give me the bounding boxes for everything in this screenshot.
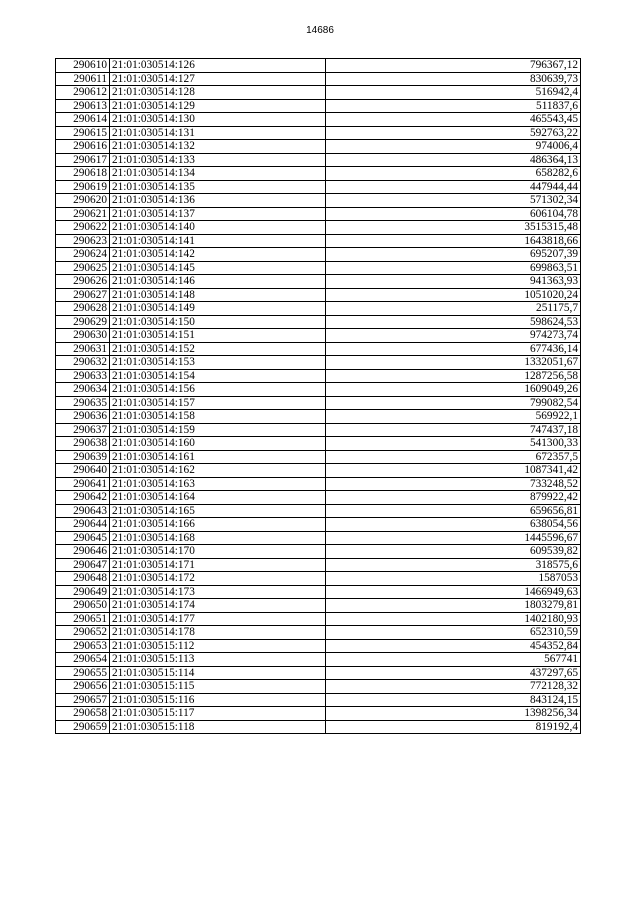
cadastral-number-cell: 21:01:030514:128: [110, 86, 326, 100]
cadastral-number-cell: 21:01:030514:152: [110, 342, 326, 356]
row-number-cell: 290647: [56, 558, 110, 572]
value-cell: 974273,74: [326, 329, 581, 343]
cadastral-number-cell: 21:01:030514:159: [110, 423, 326, 437]
row-number-cell: 290611: [56, 72, 110, 86]
cadastral-number-cell: 21:01:030514:149: [110, 302, 326, 316]
cadastral-number-cell: 21:01:030514:156: [110, 383, 326, 397]
row-number-cell: 290640: [56, 464, 110, 478]
cadastral-number-cell: 21:01:030514:165: [110, 504, 326, 518]
table-row: [56, 531, 581, 545]
row-number-cell: 290638: [56, 437, 110, 451]
value-cell: 830639,73: [326, 72, 581, 86]
value-cell: 318575,6: [326, 558, 581, 572]
table-row: [56, 288, 581, 302]
value-cell: 1466949,63: [326, 585, 581, 599]
table-row: [56, 302, 581, 316]
value-cell: 672357,5: [326, 450, 581, 464]
row-number-cell: 290635: [56, 396, 110, 410]
value-cell: 695207,39: [326, 248, 581, 262]
table-row: [56, 180, 581, 194]
row-number-cell: 290642: [56, 491, 110, 505]
cadastral-number-cell: 21:01:030514:140: [110, 221, 326, 235]
table-row: [56, 396, 581, 410]
table-row: [56, 113, 581, 127]
row-number-cell: 290630: [56, 329, 110, 343]
table-row: [56, 126, 581, 140]
table-row: [56, 693, 581, 707]
cadastral-number-cell: 21:01:030514:148: [110, 288, 326, 302]
cadastral-number-cell: 21:01:030515:116: [110, 693, 326, 707]
registry-table-body: [56, 59, 581, 734]
row-number-cell: 290628: [56, 302, 110, 316]
value-cell: 251175,7: [326, 302, 581, 316]
cadastral-number-cell: 21:01:030515:117: [110, 707, 326, 721]
value-cell: 465543,45: [326, 113, 581, 127]
value-cell: 638054,56: [326, 518, 581, 532]
cadastral-number-cell: 21:01:030515:118: [110, 720, 326, 734]
row-number-cell: 290648: [56, 572, 110, 586]
cadastral-number-cell: 21:01:030514:160: [110, 437, 326, 451]
cadastral-number-cell: 21:01:030514:130: [110, 113, 326, 127]
cadastral-number-cell: 21:01:030514:146: [110, 275, 326, 289]
row-number-cell: 290643: [56, 504, 110, 518]
value-cell: 879922,42: [326, 491, 581, 505]
table-row: [56, 491, 581, 505]
table-row: [56, 167, 581, 181]
cadastral-number-cell: 21:01:030514:127: [110, 72, 326, 86]
cadastral-number-cell: 21:01:030514:133: [110, 153, 326, 167]
value-cell: 447944,44: [326, 180, 581, 194]
value-cell: 437297,65: [326, 666, 581, 680]
table-row: [56, 558, 581, 572]
table-row: [56, 275, 581, 289]
value-cell: 571302,34: [326, 194, 581, 208]
cadastral-number-cell: 21:01:030514:132: [110, 140, 326, 154]
table-row: [56, 612, 581, 626]
value-cell: 1803279,81: [326, 599, 581, 613]
table-row: [56, 99, 581, 113]
row-number-cell: 290651: [56, 612, 110, 626]
cadastral-number-cell: 21:01:030514:166: [110, 518, 326, 532]
row-number-cell: 290637: [56, 423, 110, 437]
table-row: [56, 423, 581, 437]
row-number-cell: 290624: [56, 248, 110, 262]
value-cell: 796367,12: [326, 59, 581, 73]
row-number-cell: 290612: [56, 86, 110, 100]
page-number: 14686: [306, 25, 334, 36]
cadastral-number-cell: 21:01:030514:134: [110, 167, 326, 181]
cadastral-number-cell: 21:01:030514:158: [110, 410, 326, 424]
table-row: [56, 329, 581, 343]
row-number-cell: 290617: [56, 153, 110, 167]
cadastral-number-cell: 21:01:030514:177: [110, 612, 326, 626]
value-cell: 1398256,34: [326, 707, 581, 721]
value-cell: 486364,13: [326, 153, 581, 167]
row-number-cell: 290654: [56, 653, 110, 667]
table-row: [56, 59, 581, 73]
value-cell: 659656,81: [326, 504, 581, 518]
value-cell: 3515315,48: [326, 221, 581, 235]
table-row: [56, 477, 581, 491]
value-cell: 799082,54: [326, 396, 581, 410]
cadastral-number-cell: 21:01:030514:137: [110, 207, 326, 221]
row-number-cell: 290619: [56, 180, 110, 194]
table-row: [56, 626, 581, 640]
cadastral-number-cell: 21:01:030515:115: [110, 680, 326, 694]
cadastral-number-cell: 21:01:030514:178: [110, 626, 326, 640]
table-row: [56, 450, 581, 464]
value-cell: 733248,52: [326, 477, 581, 491]
row-number-cell: 290618: [56, 167, 110, 181]
cadastral-number-cell: 21:01:030514:172: [110, 572, 326, 586]
row-number-cell: 290659: [56, 720, 110, 734]
value-cell: 819192,4: [326, 720, 581, 734]
value-cell: 1643818,66: [326, 234, 581, 248]
value-cell: 652310,59: [326, 626, 581, 640]
value-cell: 511837,6: [326, 99, 581, 113]
table-row: [56, 464, 581, 478]
cadastral-number-cell: 21:01:030515:112: [110, 639, 326, 653]
table-row: [56, 585, 581, 599]
table-row: [56, 356, 581, 370]
row-number-cell: 290616: [56, 140, 110, 154]
row-number-cell: 290636: [56, 410, 110, 424]
row-number-cell: 290655: [56, 666, 110, 680]
row-number-cell: 290653: [56, 639, 110, 653]
table-row: [56, 410, 581, 424]
cadastral-number-cell: 21:01:030514:136: [110, 194, 326, 208]
cadastral-number-cell: 21:01:030514:145: [110, 261, 326, 275]
cadastral-number-cell: 21:01:030514:142: [110, 248, 326, 262]
table-row: [56, 666, 581, 680]
value-cell: 1087341,42: [326, 464, 581, 478]
value-cell: 1445596,67: [326, 531, 581, 545]
row-number-cell: 290613: [56, 99, 110, 113]
cadastral-number-cell: 21:01:030514:174: [110, 599, 326, 613]
cadastral-number-cell: 21:01:030514:135: [110, 180, 326, 194]
value-cell: 747437,18: [326, 423, 581, 437]
row-number-cell: 290625: [56, 261, 110, 275]
value-cell: 1587053: [326, 572, 581, 586]
row-number-cell: 290614: [56, 113, 110, 127]
value-cell: 1332051,67: [326, 356, 581, 370]
row-number-cell: 290631: [56, 342, 110, 356]
table-row: [56, 369, 581, 383]
cadastral-number-cell: 21:01:030514:131: [110, 126, 326, 140]
table-row: [56, 383, 581, 397]
row-number-cell: 290650: [56, 599, 110, 613]
value-cell: 567741: [326, 653, 581, 667]
table-row: [56, 572, 581, 586]
table-row: [56, 261, 581, 275]
row-number-cell: 290626: [56, 275, 110, 289]
row-number-cell: 290634: [56, 383, 110, 397]
value-cell: 606104,78: [326, 207, 581, 221]
registry-table: [55, 58, 581, 734]
value-cell: 699863,51: [326, 261, 581, 275]
value-cell: 941363,93: [326, 275, 581, 289]
value-cell: 658282,6: [326, 167, 581, 181]
row-number-cell: 290622: [56, 221, 110, 235]
table-row: [56, 518, 581, 532]
row-number-cell: 290629: [56, 315, 110, 329]
cadastral-number-cell: 21:01:030515:114: [110, 666, 326, 680]
table-row: [56, 342, 581, 356]
value-cell: 1609049,26: [326, 383, 581, 397]
row-number-cell: 290657: [56, 693, 110, 707]
cadastral-number-cell: 21:01:030514:173: [110, 585, 326, 599]
row-number-cell: 290641: [56, 477, 110, 491]
value-cell: 843124,15: [326, 693, 581, 707]
value-cell: 609539,82: [326, 545, 581, 559]
value-cell: 541300,33: [326, 437, 581, 451]
cadastral-number-cell: 21:01:030514:171: [110, 558, 326, 572]
cadastral-number-cell: 21:01:030514:157: [110, 396, 326, 410]
value-cell: 569922,1: [326, 410, 581, 424]
row-number-cell: 290644: [56, 518, 110, 532]
cadastral-number-cell: 21:01:030515:113: [110, 653, 326, 667]
cadastral-number-cell: 21:01:030514:164: [110, 491, 326, 505]
table-row: [56, 720, 581, 734]
table-row: [56, 437, 581, 451]
table-row: [56, 234, 581, 248]
table-row: [56, 315, 581, 329]
value-cell: 516942,4: [326, 86, 581, 100]
row-number-cell: 290639: [56, 450, 110, 464]
table-row: [56, 680, 581, 694]
row-number-cell: 290615: [56, 126, 110, 140]
value-cell: 598624,53: [326, 315, 581, 329]
table-row: [56, 639, 581, 653]
row-number-cell: 290649: [56, 585, 110, 599]
cadastral-number-cell: 21:01:030514:151: [110, 329, 326, 343]
table-row: [56, 153, 581, 167]
value-cell: 1051020,24: [326, 288, 581, 302]
cadastral-number-cell: 21:01:030514:153: [110, 356, 326, 370]
cadastral-number-cell: 21:01:030514:129: [110, 99, 326, 113]
table-row: [56, 221, 581, 235]
table-row: [56, 72, 581, 86]
row-number-cell: 290623: [56, 234, 110, 248]
value-cell: 974006,4: [326, 140, 581, 154]
row-number-cell: 290656: [56, 680, 110, 694]
row-number-cell: 290632: [56, 356, 110, 370]
table-row: [56, 653, 581, 667]
cadastral-number-cell: 21:01:030514:162: [110, 464, 326, 478]
row-number-cell: 290610: [56, 59, 110, 73]
table-row: [56, 707, 581, 721]
row-number-cell: 290627: [56, 288, 110, 302]
value-cell: 1402180,93: [326, 612, 581, 626]
table-row: [56, 599, 581, 613]
row-number-cell: 290620: [56, 194, 110, 208]
table-row: [56, 207, 581, 221]
row-number-cell: 290645: [56, 531, 110, 545]
cadastral-number-cell: 21:01:030514:150: [110, 315, 326, 329]
cadastral-number-cell: 21:01:030514:141: [110, 234, 326, 248]
table-row: [56, 86, 581, 100]
row-number-cell: 290652: [56, 626, 110, 640]
value-cell: 1287256,58: [326, 369, 581, 383]
value-cell: 454352,84: [326, 639, 581, 653]
row-number-cell: 290621: [56, 207, 110, 221]
cadastral-number-cell: 21:01:030514:154: [110, 369, 326, 383]
table-row: [56, 504, 581, 518]
value-cell: 772128,32: [326, 680, 581, 694]
row-number-cell: 290646: [56, 545, 110, 559]
cadastral-number-cell: 21:01:030514:170: [110, 545, 326, 559]
table-row: [56, 140, 581, 154]
cadastral-number-cell: 21:01:030514:161: [110, 450, 326, 464]
row-number-cell: 290633: [56, 369, 110, 383]
value-cell: 677436,14: [326, 342, 581, 356]
table-row: [56, 545, 581, 559]
cadastral-number-cell: 21:01:030514:168: [110, 531, 326, 545]
row-number-cell: 290658: [56, 707, 110, 721]
table-row: [56, 248, 581, 262]
cadastral-number-cell: 21:01:030514:126: [110, 59, 326, 73]
cadastral-number-cell: 21:01:030514:163: [110, 477, 326, 491]
table-row: [56, 194, 581, 208]
value-cell: 592763,22: [326, 126, 581, 140]
